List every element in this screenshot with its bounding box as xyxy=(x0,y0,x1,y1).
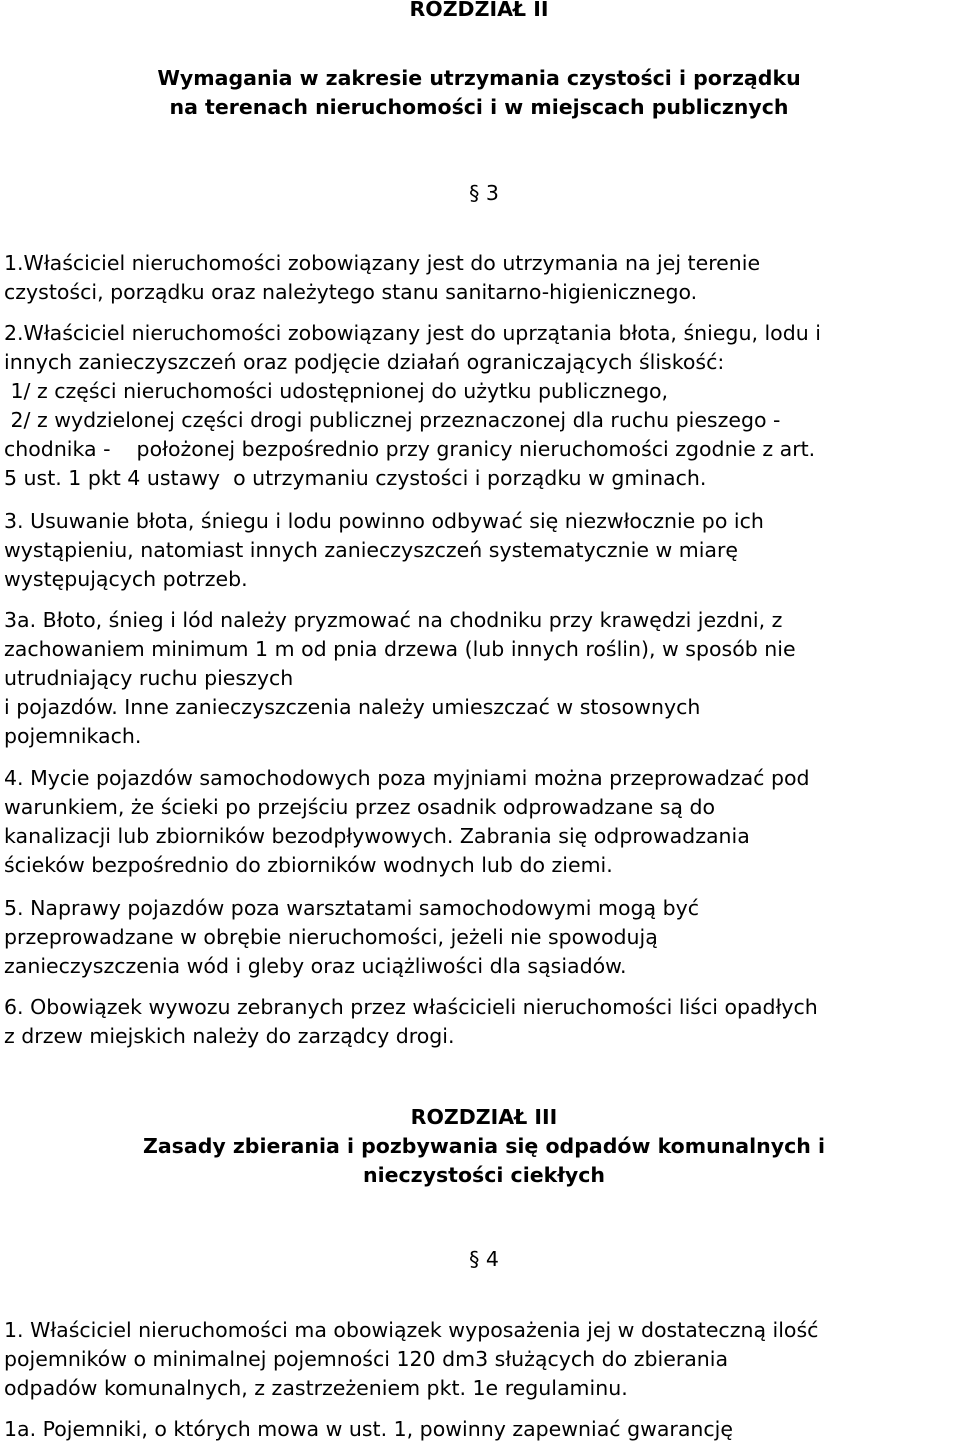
chapter-title-line: nieczystości ciekłych xyxy=(362,1163,605,1187)
text-line: chodnika - położonej bezpośrednio przy granicy nieruchomości zgodnie z art. xyxy=(4,437,816,461)
text-line: czystości, porządku oraz należytego stanu sanitarno-higienicznego. xyxy=(4,280,698,304)
paragraph xyxy=(4,319,821,493)
text-line: utrudniający ruchu pieszych xyxy=(4,666,294,690)
chapter-title-line: Wymagania w zakresie utrzymania czystości i porządku xyxy=(157,66,801,90)
text-line: 1.Właściciel nieruchomości zobowiązany jest do utrzymania na jej terenie xyxy=(4,251,761,275)
paragraph xyxy=(4,764,810,880)
chapter-title xyxy=(4,64,954,122)
chapter-title-line: Zasady zbierania i pozbywania się odpadów komunalnych i xyxy=(142,1134,826,1158)
section-sign: § 4 xyxy=(469,1247,499,1271)
paragraph xyxy=(4,606,796,751)
text-line: zanieczyszczenia wód i gleby oraz uciążliwości dla sąsiadów. xyxy=(4,954,627,978)
paragraph xyxy=(4,249,760,307)
text-line: występujących potrzeb. xyxy=(4,567,248,591)
text-line: 2.Właściciel nieruchomości zobowiązany jest do uprzątania błota, śniegu, lodu i xyxy=(4,321,821,345)
text-line: pojemnikach. xyxy=(4,724,142,748)
text-line: przeprowadzane w obrębie nieruchomości, jeżeli nie spowodują xyxy=(4,925,658,949)
chapter-title-line: na terenach nieruchomości i w miejscach publicznych xyxy=(169,95,789,119)
text-line: wystąpieniu, natomiast innych zanieczyszczeń systematycznie w miarę xyxy=(4,538,739,562)
paragraph xyxy=(4,993,818,1051)
text-line: z drzew miejskich należy do zarządcy drogi. xyxy=(4,1024,455,1048)
text-line: 3a. Błoto, śnieg i lód należy pryzmować na chodniku przy krawędzi jezdni, z xyxy=(4,608,783,632)
section-sign: § 3 xyxy=(469,181,499,205)
text-line: 5. Naprawy pojazdów poza warsztatami samochodowymi mogą być xyxy=(4,896,699,920)
text-line: innych zanieczyszczeń oraz podjęcie działań ograniczających śliskość: xyxy=(4,350,725,374)
text-line: odpadów komunalnych, z zastrzeżeniem pkt. 1e regulaminu. xyxy=(4,1376,628,1400)
text-line: kanalizacji lub zbiorników bezodpływowych. Zabrania się odprowadzania xyxy=(4,824,750,848)
text-line: i pojazdów. Inne zanieczyszczenia należy umieszczać w stosownych xyxy=(4,695,701,719)
chapter-heading: ROZDZIAŁ III xyxy=(410,1105,558,1129)
text-line: 1. Właściciel nieruchomości ma obowiązek wyposażenia jej w dostateczną ilość xyxy=(4,1318,819,1342)
text-line: 6. Obowiązek wywozu zebranych przez właścicieli nieruchomości liści opadłych xyxy=(4,995,818,1019)
chapter-title xyxy=(4,1103,960,1190)
paragraph xyxy=(4,894,699,981)
text-line: warunkiem, że ścieki po przejściu przez osadnik odprowadzane są do xyxy=(4,795,716,819)
text-line: ścieków bezpośrednio do zbiorników wodnych lub do ziemi. xyxy=(4,853,613,877)
text-line: zachowaniem minimum 1 m od pnia drzewa (lub innych roślin), w sposób nie xyxy=(4,637,796,661)
chapter-heading: ROZDZIAŁ II xyxy=(409,0,549,21)
text-line: 2/ z wydzielonej części drogi publicznej przeznaczonej dla ruchu pieszego - xyxy=(4,408,781,432)
text-line: 1a. Pojemniki, o których mowa w ust. 1, powinny zapewniać gwarancję xyxy=(4,1417,733,1441)
text-line: 5 ust. 1 pkt 4 ustawy o utrzymaniu czystości i porządku w gminach. xyxy=(4,466,707,490)
text-line: 1/ z części nieruchomości udostępnionej do użytku publicznego, xyxy=(4,379,669,403)
text-line: 3. Usuwanie błota, śniegu i lodu powinno odbywać się niezwłocznie po ich xyxy=(4,509,764,533)
text-line: 4. Mycie pojazdów samochodowych poza myjniami można przeprowadzać pod xyxy=(4,766,810,790)
paragraph xyxy=(4,1316,818,1403)
paragraph xyxy=(4,1415,733,1444)
paragraph xyxy=(4,507,764,594)
text-line: pojemników o minimalnej pojemności 120 dm3 służących do zbierania xyxy=(4,1347,729,1371)
